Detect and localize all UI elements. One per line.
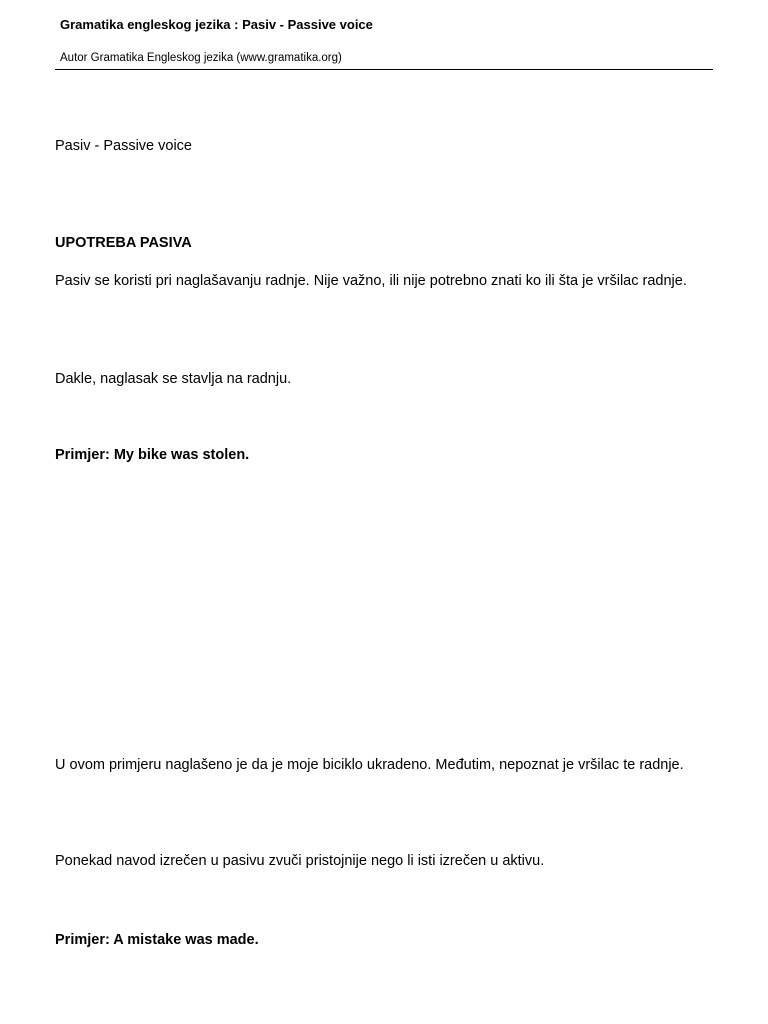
document-title: Pasiv - Passive voice: [55, 138, 192, 154]
paragraph-explanation: U ovom primjeru naglašeno je da je moje biciklo ukradeno. Međutim, nepoznat je vršilac te radnje.: [55, 757, 684, 773]
header-divider: [55, 69, 713, 70]
example-sentence-2: Primjer: A mistake was made.: [55, 932, 259, 948]
paragraph-usage: Pasiv se koristi pri naglašavanju radnje. Nije važno, ili nije potrebno znati ko ili šta je vršilac radnje.: [55, 273, 687, 289]
paragraph-emphasis: Dakle, naglasak se stavlja na radnju.: [55, 371, 292, 387]
paragraph-politeness: Ponekad navod izrečen u pasivu zvuči pristojnije nego li isti izrečen u aktivu.: [55, 853, 545, 869]
section-heading: UPOTREBA PASIVA: [55, 235, 192, 251]
document-header-title: Gramatika engleskog jezika : Pasiv - Passive voice: [60, 17, 373, 32]
example-sentence-1: Primjer: My bike was stolen.: [55, 447, 250, 463]
document-header-author: Autor Gramatika Engleskog jezika (www.gramatika.org): [60, 52, 342, 64]
